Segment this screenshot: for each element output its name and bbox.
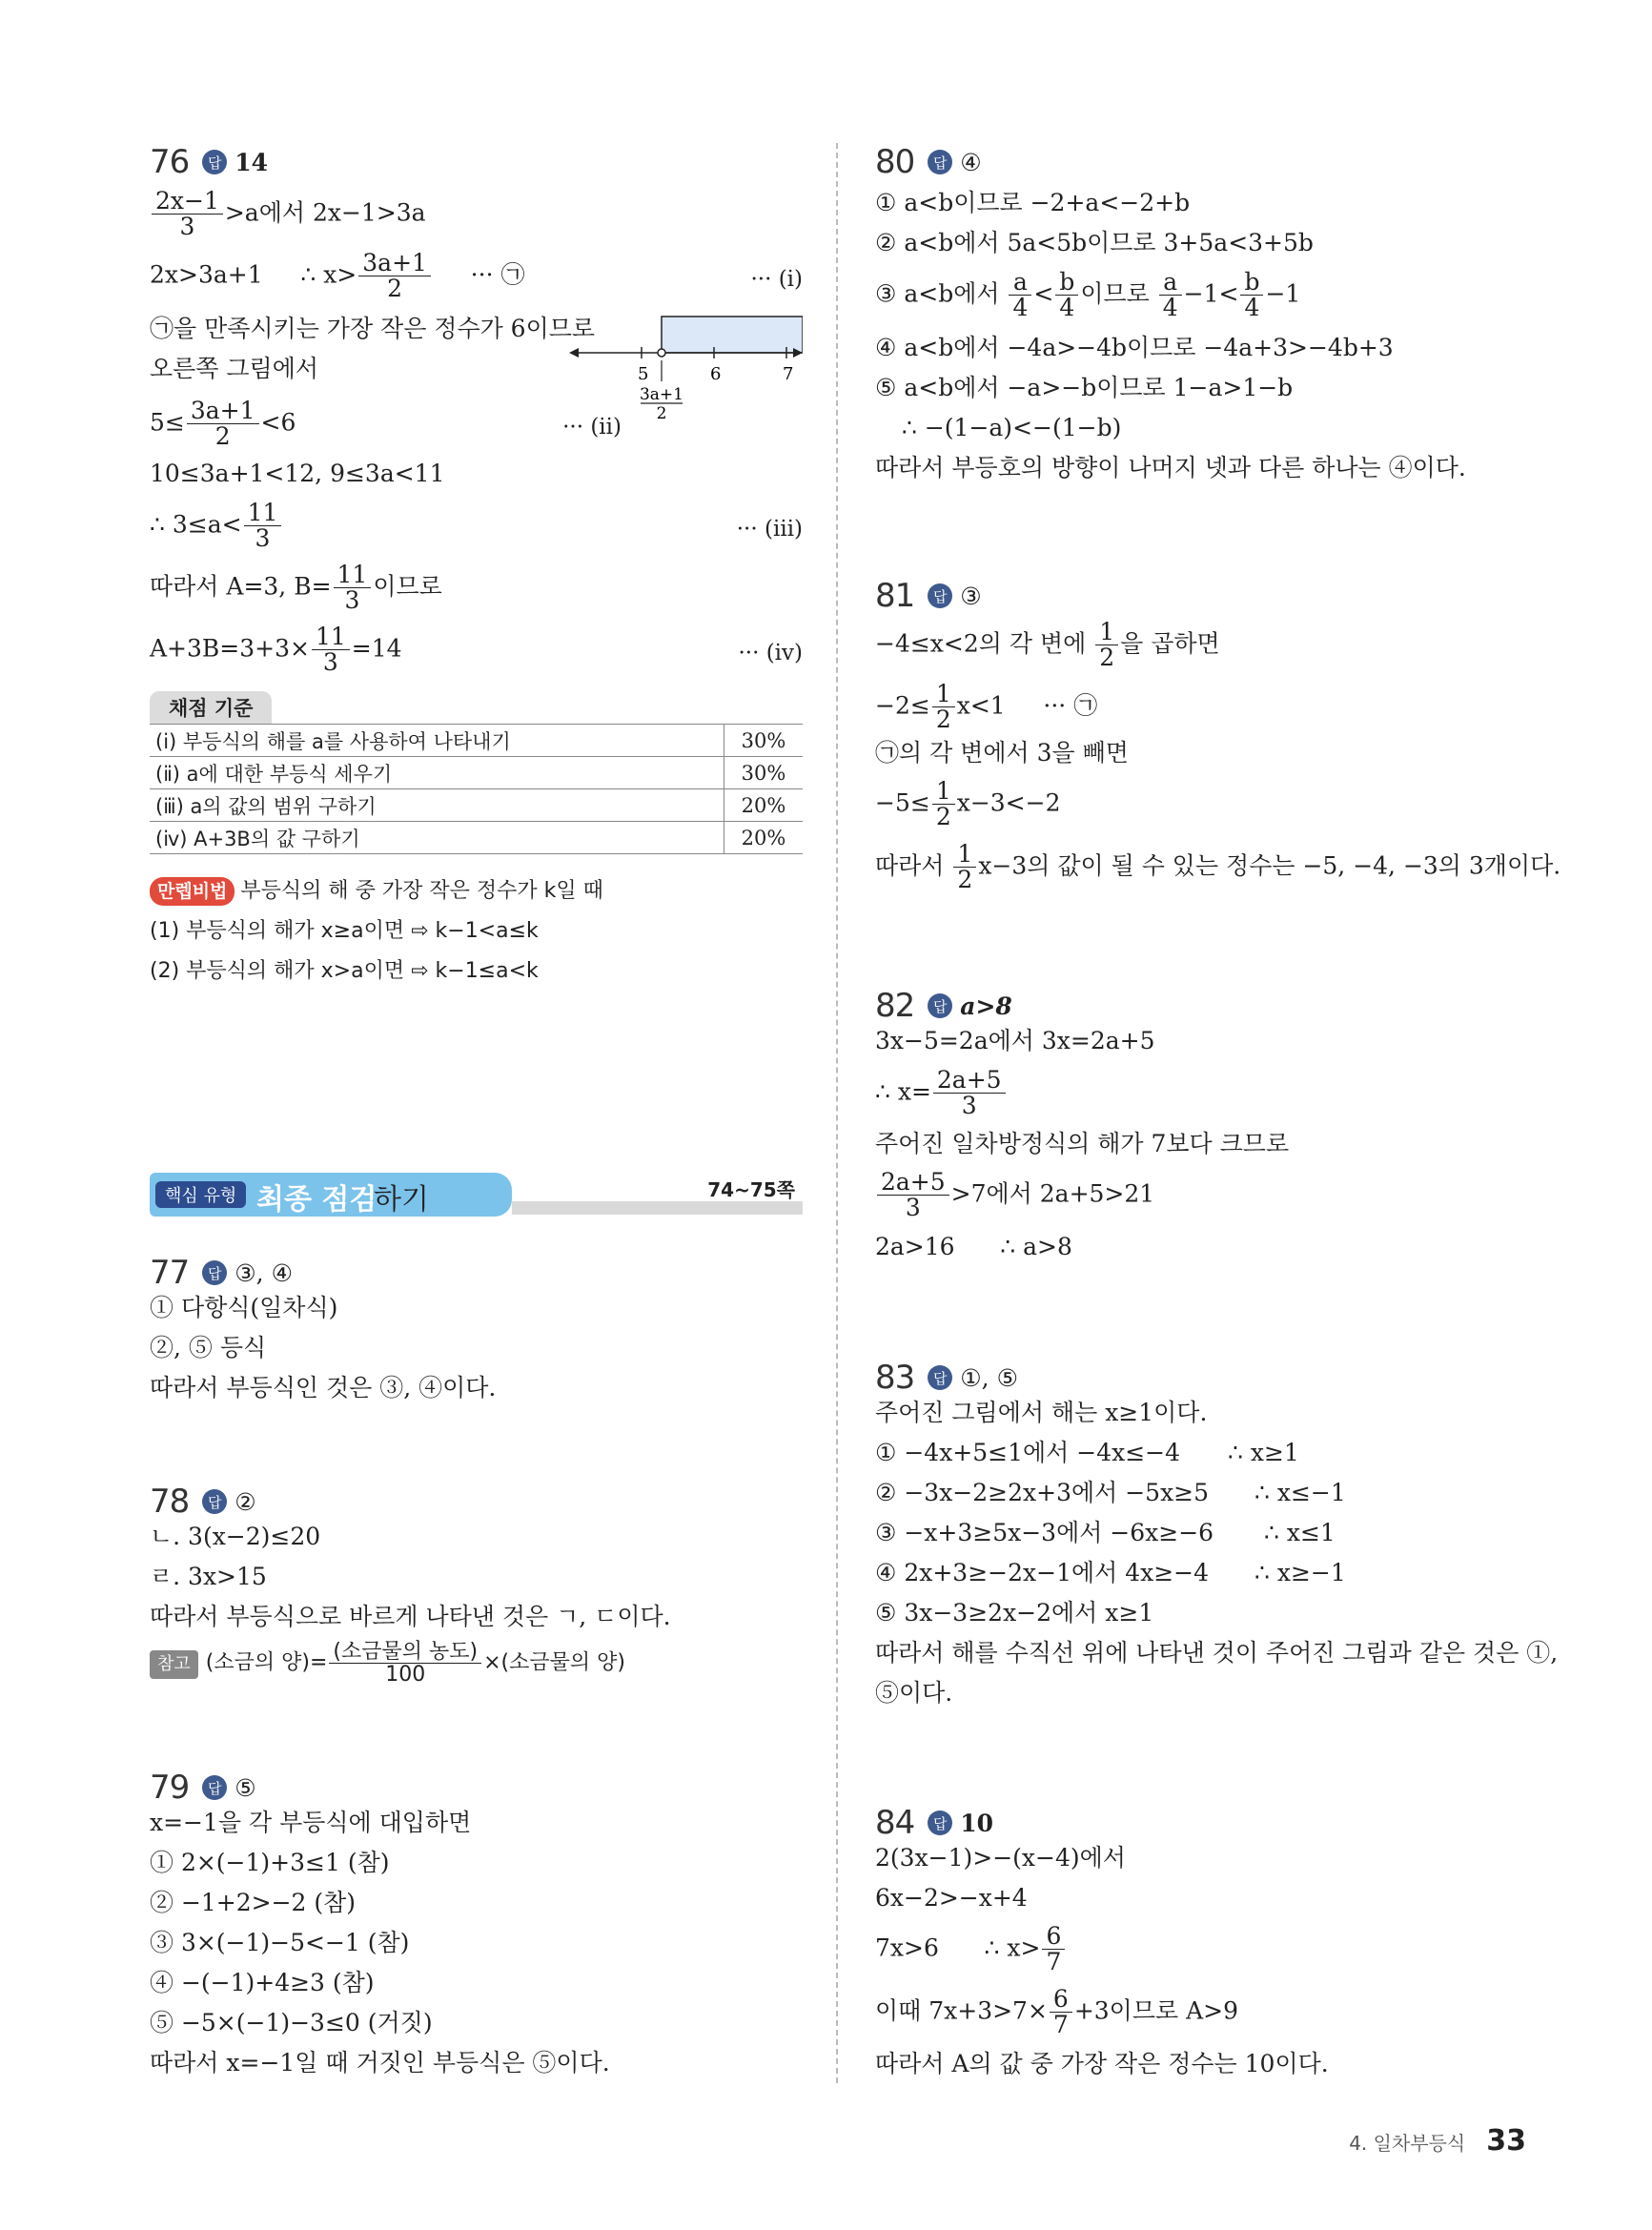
section-category: 핵심 유형 xyxy=(155,1181,246,1208)
problem-header xyxy=(875,577,982,615)
solution-line: ⑤ −5×(−1)−3≤0 (거짓) xyxy=(150,2009,433,2036)
answer-badge: 답 xyxy=(202,1260,227,1285)
solution-region xyxy=(662,317,803,353)
solution-line: 따라서 부등호의 방향이 나머지 넷과 다른 하나는 ④이다. xyxy=(875,454,1466,481)
fraction: $\frac{2a+5}{3}$ xyxy=(933,1068,1006,1119)
fraction: $\frac{1}{2}$ xyxy=(1095,620,1118,671)
table-row xyxy=(150,725,803,757)
solution-line: ② −3x−2≥2x+3에서 −5x≥5 ∴ x≤−1 xyxy=(875,1479,1346,1506)
solution-line: 2x>3a+1 ∴ x> $\frac{3a+1}{2}$ ··· ㉠ xyxy=(150,249,525,303)
section-banner xyxy=(150,1173,803,1218)
answer-value: ④ xyxy=(960,148,982,176)
solution-line: −4≤x<2의 각 변에 $\frac{1}{2}$ 을 곱하면 xyxy=(875,618,1220,672)
criteria-label: (ⅰ) 부등식의 해를 a를 사용하여 나타내기 xyxy=(150,725,724,757)
step-tag: ··· (ⅰ) xyxy=(750,267,803,292)
solution-line: 주어진 일차방정식의 해가 7보다 크므로 xyxy=(875,1130,1290,1157)
solution-line: ④ 2x+3≥−2x−1에서 4x≥−4 ∴ x≥−1 xyxy=(875,1559,1346,1586)
solution-line: 2a>16 ∴ a>8 xyxy=(875,1233,1072,1260)
solution-line: A+3B=3+3× $\frac{11}{3}$ =14 xyxy=(150,623,402,677)
problem-number: 78 xyxy=(150,1483,190,1521)
solution-line: ④ a<b에서 −4a>−4b이므로 −4a+3>−4b+3 xyxy=(875,334,1394,361)
fraction: $\frac{2x-1}{3}$ xyxy=(152,189,223,240)
section-pages: 74~75쪽 xyxy=(707,1178,795,1201)
step-tag: ··· (ⅳ) xyxy=(738,641,803,665)
problem-header xyxy=(150,1769,256,1807)
answer-badge: 답 xyxy=(202,1775,227,1800)
solution-line: ① −4x+5≤1에서 −4x≤−4 ∴ x≥1 xyxy=(875,1439,1299,1466)
solution-line: ②, ⑤ 등식 xyxy=(150,1334,267,1361)
problem-header xyxy=(875,1804,993,1842)
chapter-title: 4. 일차부등식 xyxy=(1349,2132,1466,2155)
problem-number: 77 xyxy=(150,1254,190,1292)
criteria-percent: 30% xyxy=(724,757,804,789)
solution-line: 따라서 x=−1일 때 거짓인 부등식은 ⑤이다. xyxy=(150,2049,610,2077)
fraction: $\frac{b}{4}$ xyxy=(1055,270,1078,321)
problem-number: 84 xyxy=(875,1804,915,1842)
answer-value: ② xyxy=(235,1487,256,1516)
step-tag: ··· (ⅱ) xyxy=(562,415,622,440)
answer-value: ③ xyxy=(960,582,982,610)
answer-value: ①, ⑤ xyxy=(960,1363,1018,1392)
answer-value: 14 xyxy=(235,148,269,176)
tip-heading: 만렙비법 부등식의 해 중 가장 작은 정수가 k일 때 xyxy=(150,877,603,906)
solution-line: ④ −(−1)+4≥3 (참) xyxy=(150,1969,375,1996)
solution-line: 오른쪽 그림에서 xyxy=(150,355,318,382)
solution-line: ② −1+2>−2 (참) xyxy=(150,1889,357,1916)
fraction: $\frac{1}{2}$ xyxy=(953,842,976,893)
problem-number: 80 xyxy=(875,143,915,181)
criteria-label: (ⅲ) a의 값의 범위 구하기 xyxy=(150,789,724,822)
section-title: 최종 점검 xyxy=(256,1183,377,1217)
problem-header xyxy=(875,143,982,181)
problem-header xyxy=(150,1483,256,1521)
solution-line: 2(3x−1)>−(x−4)에서 xyxy=(875,1844,1126,1872)
problem-header xyxy=(875,987,1012,1025)
answer-badge: 답 xyxy=(928,150,952,174)
problem-header xyxy=(150,143,268,181)
solution-line: 6x−2>−x+4 xyxy=(875,1884,1028,1912)
point-label-denominator: 2 xyxy=(656,404,667,419)
solution-line: 이때 7x+3>7× $\frac{6}{7}$ +3이므로 A>9 xyxy=(875,1985,1238,2039)
solution-line: 따라서 부등식인 것은 ③, ④이다. xyxy=(150,1374,497,1401)
solution-line: 따라서 A=3, B= $\frac{11}{3}$ 이므로 xyxy=(150,561,442,615)
problem-number: 83 xyxy=(875,1359,915,1397)
solution-line: ㉠의 각 변에서 3을 빼면 xyxy=(875,739,1129,767)
criteria-label: (ⅱ) a에 대한 부등식 세우기 xyxy=(150,757,724,789)
fraction: $\frac{11}{3}$ xyxy=(244,501,282,552)
answer-value: ⑤ xyxy=(235,1773,256,1802)
tip-line: (1) 부등식의 해가 x≥a이면 ⇨ k−1<a≤k xyxy=(150,919,539,943)
fraction: $\frac{\text{(소금물의 농도)}}{100}$ xyxy=(329,1641,481,1686)
column-divider xyxy=(836,143,838,2083)
solution-line: ② a<b에서 5a<5b이므로 3+5a<3+5b xyxy=(875,229,1314,256)
solution-line: −5≤ $\frac{1}{2}$ x−3<−2 xyxy=(875,777,1061,831)
section-title-suffix: 하기 xyxy=(374,1183,429,1217)
fraction: $\frac{11}{3}$ xyxy=(312,624,350,676)
answer-badge: 답 xyxy=(202,1489,227,1514)
solution-line: ③ a<b에서 $\frac{a}{4}$ < $\frac{b}{4}$ 이므로 $\frac{a}{4}$ −1< $\frac{b}{4}$ −1 xyxy=(875,268,1301,322)
table-row xyxy=(150,822,803,854)
solution-line: ㄹ. 3x>15 xyxy=(150,1563,267,1590)
fraction: $\frac{11}{3}$ xyxy=(334,563,372,614)
problem-number: 76 xyxy=(150,143,190,181)
table-row xyxy=(150,757,803,789)
criteria-percent: 20% xyxy=(724,789,804,822)
step-tag: ··· (ⅲ) xyxy=(736,517,803,542)
criteria-title: 채점 기준 xyxy=(150,691,272,724)
solution-line: ∴ 3≤a< $\frac{11}{3}$ xyxy=(150,501,283,552)
point-label-numerator: 3a+1 xyxy=(639,385,684,404)
page-footer xyxy=(1349,2124,1526,2158)
solution-line: 3x−5=2a에서 3x=2a+5 xyxy=(875,1027,1155,1054)
solution-line: ① 다항식(일차식) xyxy=(150,1294,338,1321)
solution-line: 10≤3a+1<12, 9≤3a<11 xyxy=(150,460,445,487)
fraction: $\frac{1}{2}$ xyxy=(932,682,955,733)
solution-line: ⑤ a<b에서 −a>−b이므로 1−a>1−b xyxy=(875,374,1294,401)
solution-line: 7x>6 ∴ x> $\frac{6}{7}$ xyxy=(875,1924,1067,1975)
number-line-figure xyxy=(569,315,803,419)
answer-badge: 답 xyxy=(202,150,227,174)
criteria-table xyxy=(150,724,803,854)
problem-number: 79 xyxy=(150,1769,190,1807)
criteria-label: (ⅳ) A+3B의 값 구하기 xyxy=(150,822,724,854)
solution-line: ㄴ. 3(x−2)≤20 xyxy=(150,1523,321,1550)
tick-label: 7 xyxy=(783,364,794,384)
tick-label: 6 xyxy=(710,364,722,384)
tick-label: 5 xyxy=(638,364,649,384)
problem-number: 81 xyxy=(875,577,915,615)
fraction: $\frac{6}{7}$ xyxy=(1042,1924,1065,1975)
solution-line: $\frac{2a+5}{3}$ >7에서 2a+5>21 xyxy=(875,1170,1154,1221)
solution-line: ⑤ 3x−3≥2x−2에서 x≥1 xyxy=(875,1599,1154,1626)
answer-badge: 답 xyxy=(928,583,952,608)
fraction: $\frac{3a+1}{2}$ xyxy=(358,251,431,302)
fraction: $\frac{a}{4}$ xyxy=(1159,270,1182,321)
fraction: $\frac{6}{7}$ xyxy=(1050,1987,1072,2038)
solution-line: $\frac{2x-1}{3}$ >a에서 2x−1>3a xyxy=(150,189,426,240)
criteria-percent: 20% xyxy=(724,822,804,854)
solution-line: 5≤ $\frac{3a+1}{2}$ <6 xyxy=(150,397,296,451)
solution-line: x=−1을 각 부등식에 대입하면 xyxy=(150,1809,472,1836)
solution-line: 주어진 그림에서 해는 x≥1이다. xyxy=(875,1399,1208,1426)
solution-line: ⑤이다. xyxy=(875,1679,953,1707)
solution-line: 따라서 $\frac{1}{2}$ x−3의 값이 될 수 있는 정수는 −5, −4, −3의 3개이다. xyxy=(875,840,1561,894)
solution-line: ③ −x+3≥5x−3에서 −6x≥−6 ∴ x≤1 xyxy=(875,1519,1336,1546)
problem-number: 82 xyxy=(875,987,915,1025)
problem-header xyxy=(150,1254,293,1292)
solution-line: ① a<b이므로 −2+a<−2+b xyxy=(875,189,1191,216)
fraction: $\frac{1}{2}$ xyxy=(932,779,955,830)
page-number: 33 xyxy=(1486,2124,1526,2158)
solution-line: ∴ −(1−a)<−(1−b) xyxy=(902,414,1122,441)
solution-line: ㉠을 만족시키는 가장 작은 정수가 6이므로 xyxy=(150,315,596,342)
fraction: $\frac{a}{4}$ xyxy=(1009,270,1031,321)
answer-badge: 답 xyxy=(928,1811,952,1835)
solution-line: ∴ x= $\frac{2a+5}{3}$ xyxy=(875,1068,1008,1119)
answer-badge: 답 xyxy=(928,993,952,1018)
fraction: $\frac{3a+1}{2}$ xyxy=(187,399,259,450)
answer-value: a>8 xyxy=(960,992,1012,1020)
tip-line: (2) 부등식의 해가 x>a이면 ⇨ k−1≤a<k xyxy=(150,959,539,983)
scoring-criteria xyxy=(150,691,803,850)
reference-badge: 참고 xyxy=(150,1650,198,1679)
solution-line: 따라서 A의 값 중 가장 작은 정수는 10이다. xyxy=(875,2050,1329,2077)
arrow-left-icon xyxy=(569,348,579,358)
problem-header xyxy=(875,1359,1018,1397)
tip-badge: 만렙비법 xyxy=(150,877,235,906)
solution-line: 따라서 부등식으로 바르게 나타낸 것은 ㄱ, ㄷ이다. xyxy=(150,1603,671,1630)
answer-badge: 답 xyxy=(928,1365,952,1390)
solution-line: −2≤ $\frac{1}{2}$ x<1 ··· ㉠ xyxy=(875,680,1098,734)
fraction: $\frac{b}{4}$ xyxy=(1240,270,1263,321)
solution-line: 따라서 해를 수직선 위에 나타낸 것이 주어진 그림과 같은 것은 ①, xyxy=(875,1639,1559,1667)
reference-note: 참고 (소금의 양)= $\frac{\text{(소금물의 농도)}}{100}$ ×(소금물의 양) xyxy=(150,1641,625,1686)
table-row xyxy=(150,789,803,822)
fraction: $\frac{2a+5}{3}$ xyxy=(877,1170,949,1221)
answer-value: 10 xyxy=(960,1809,994,1837)
open-point xyxy=(658,349,665,357)
answer-value: ③, ④ xyxy=(235,1258,293,1287)
solution-line: ③ 3×(−1)−5<−1 (참) xyxy=(150,1929,410,1956)
solution-line: ① 2×(−1)+3≤1 (참) xyxy=(150,1849,390,1876)
criteria-percent: 30% xyxy=(724,725,804,757)
